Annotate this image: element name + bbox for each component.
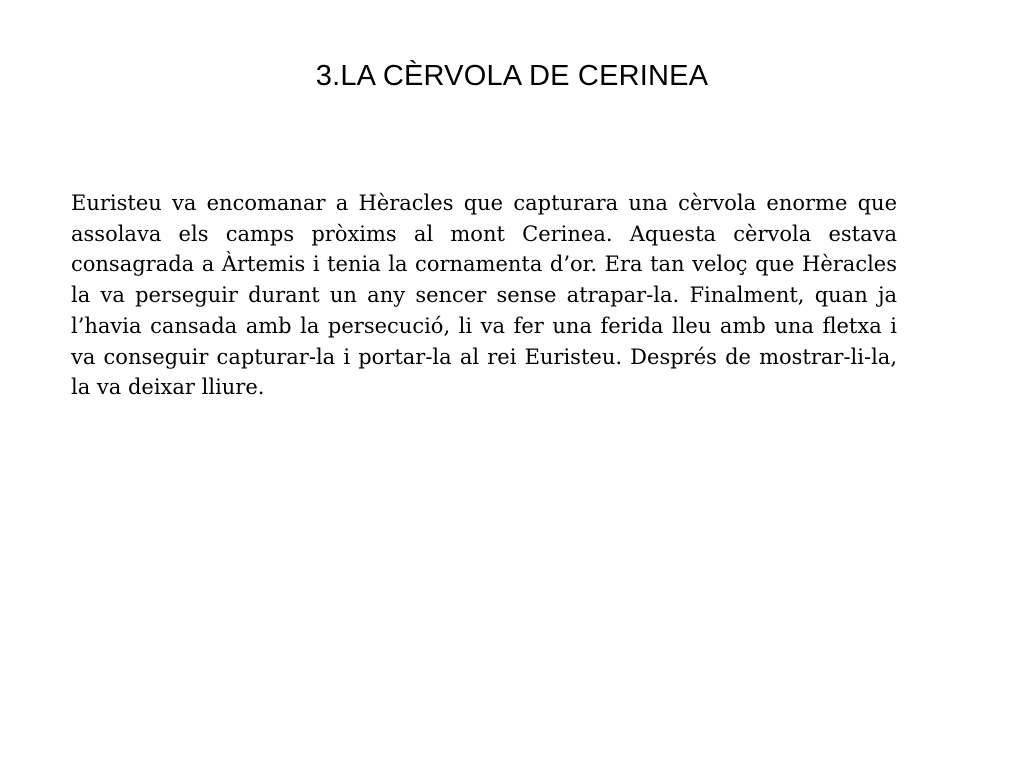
slide-title: 3.LA CÈRVOLA DE CERINEA xyxy=(315,60,709,92)
slide-body-text: Euristeu va encomanar a Hèracles que capturara una cèrvola enorme que assolava els camps pròxims al mont Cerinea. Aquesta cèrvola estava consagrada a Àrtemis i tenia la cornamenta d’or. Era tan veloç que Hèracles la va perseguir durant un any sencer sense atrapar-la. Finalment, quan ja l’havia cansada amb la persecució, li va fer una ferida lleu amb una fletxa i va conseguir capturar-la i portar-la al rei Euristeu. Després de mostrar-li-la, la va deixar lliure. xyxy=(71,191,897,400)
